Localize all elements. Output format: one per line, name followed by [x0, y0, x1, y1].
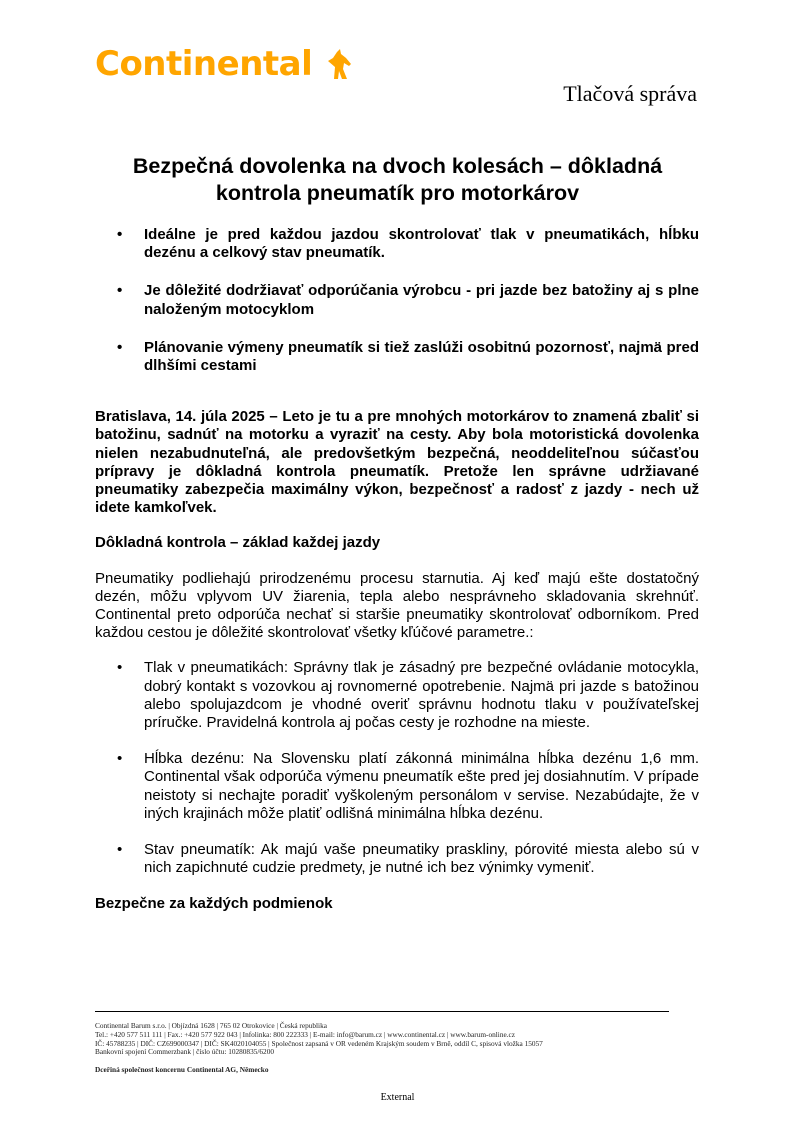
- footer-address: Continental Barum s.r.o. | Objízdná 1628 | 765 02 Otrokovice | Česká republika: [95, 1021, 327, 1030]
- checklist-item: • Hĺbka dezénu: Na Slovensku platí zákonná minimálna hĺbka dezénu 1,6 mm. Continental však odporúča výmenu pneumatík ešte pred jej dosiahnutím. V prípade neistoty si nechajte poradiť vyškoleným personálom v servise. Nezabúdajte, že v iných krajinách môže platiť odlišná minimálna hĺbka dezénu.: [95, 750, 699, 823]
- footer-parent-company: Dceřiná společnost koncernu Continental AG, Německo: [95, 1065, 269, 1075]
- highlights-list: [95, 226, 699, 375]
- press-release-title: Bezpečná dovolenka na dvoch kolesách – dôkladná kontrola pneumatík pro motorkárov: [132, 154, 663, 205]
- highlight-item: • Plánovanie výmeny pneumatík si tiež zaslúži osobitnú pozornosť, najmä pred dlhšími cestami: [95, 339, 699, 375]
- footer-bank: Bankovní spojení Commerzbank | číslo účtu: 10280835/6200: [95, 1047, 274, 1057]
- checklist: [95, 659, 699, 877]
- highlight-item: • Je dôležité dodržiavať odporúčania výrobcu - pri jazde bez batožiny aj s plne naloženým motocyklom: [95, 282, 699, 318]
- checklist-item: • Stav pneumatík: Ak majú vaše pneumatiky praskliny, pórovité miesta alebo sú v nich zapichnuté cudzie predmety, je nutné ich bez výnimky vymeniť.: [95, 841, 699, 877]
- company-footer: [95, 1022, 695, 1075]
- lead-paragraph: Bratislava, 14. júla 2025 – Leto je tu a pre mnohých motorkárov to znamená zbaliť si batožinu, sadnúť na motorku a vyraziť na cesty. Aby bola motoristická dovolenka nielen nezabudnuteľná, ale predovšetkým bezpečná, neoddeliteľnou súčasťou prípravy je dôkladná kontrola pneumatík. Pretože len správne udržiavané pneumatiky zabezpečia maximálny výkon, bezpečnosť a radosť z jazdy - nech už idete kamkoľvek.: [95, 408, 699, 517]
- horse-icon: [320, 49, 352, 79]
- main-content: [95, 226, 699, 914]
- footer-divider: [95, 1011, 669, 1012]
- classification-label: External: [380, 1092, 415, 1103]
- document-type-label: Tlačová správa: [563, 81, 697, 106]
- section-heading: Bezpečne za každých podmienok: [95, 895, 333, 913]
- section-heading: Dôkladná kontrola – základ každej jazdy: [95, 534, 381, 552]
- highlight-item: • Ideálne je pred každou jazdou skontrolovať tlak v pneumatikách, hĺbku dezénu a celkový stav pneumatík.: [95, 226, 699, 262]
- footer-registration: IČ: 45788235 | DIČ: CZ699000347 | DIČ: SK4020104055 | Společnost zapsaná v OR vedeném Krajským soudem v Brně, oddíl C, spisová vložka 15057: [95, 1038, 543, 1048]
- continental-logo: [95, 49, 355, 79]
- logo-wordmark: Continental: [95, 49, 313, 79]
- body-paragraph: Pneumatiky podliehajú prirodzenému procesu starnutia. Aj keď majú ešte dostatočný dezén, môžu vplyvom UV žiarenia, tepla alebo nesprávneho skladovania skrehnúť. Continental preto odporúča nechať si staršie pneumatiky skontrolovať odborníkom. Pred každou cestou je dôležité skontrolovať všetky kľúčové parametre.:: [95, 569, 699, 642]
- footer-contacts: Tel.: +420 577 511 111 | Fax.: +420 577 922 043 | Infolinka: 800 222333 | E-mail: info@barum.cz | www.continental.cz | www.barum-online.cz: [95, 1029, 516, 1039]
- checklist-item: • Tlak v pneumatikách: Správny tlak je zásadný pre bezpečné ovládanie motocykla, dobrý kontakt s vozovkou aj rovnomerné opotrebenie. Najmä pri jazde s batožinou alebo spolujazdcom je vhodné overiť správnu hodnotu tlaku v používateľskej príručke. Pravidelná kontrola aj počas cesty je rozhodne na mieste.: [95, 659, 699, 732]
